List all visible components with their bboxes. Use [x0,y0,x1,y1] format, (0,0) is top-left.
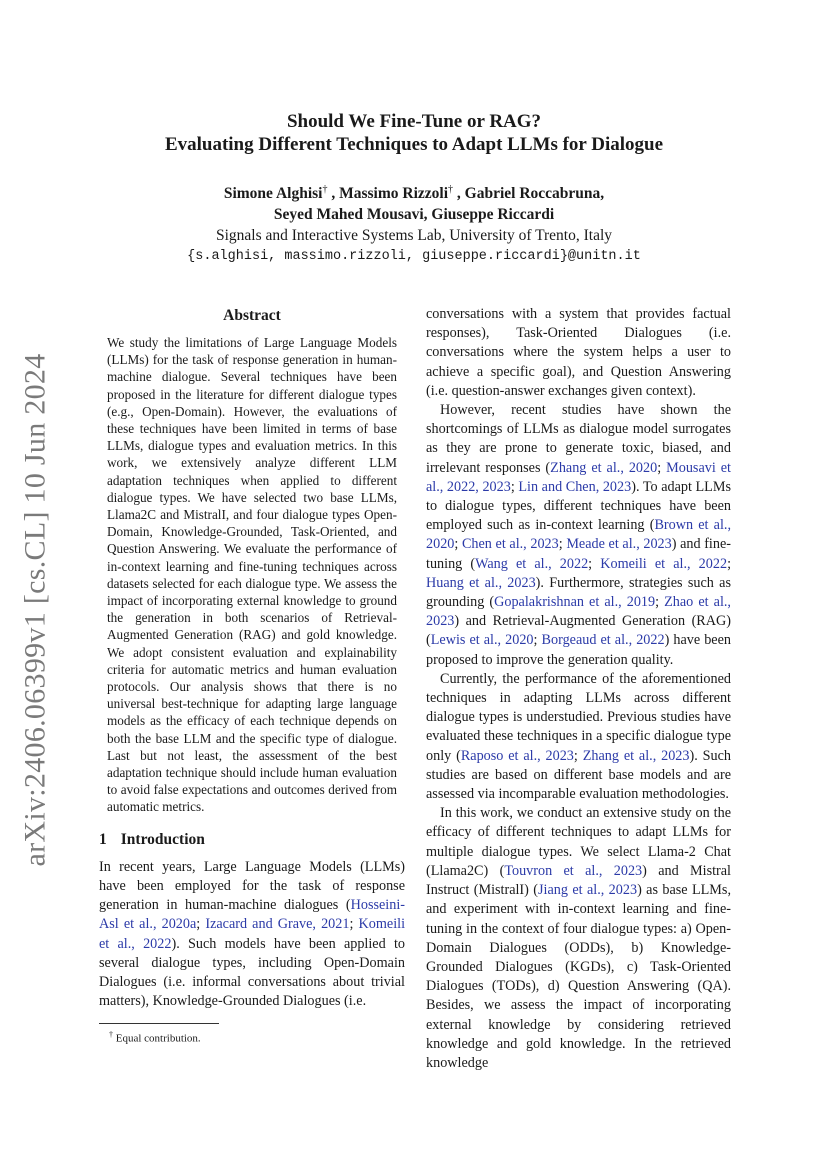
section-title: Introduction [120,830,205,848]
introduction-paragraph-1 [99,858,405,1012]
text-run: ) and Mistral Instruct (MistralI) ( [426,862,731,899]
section-heading-introduction [99,829,405,850]
citation-link[interactable]: Komeili et al., 2022 [600,555,728,572]
author-separator: , [453,185,465,203]
punct: ; [655,594,665,611]
intro-paragraph-2 [426,401,731,670]
text-run: ). Furthermore, strategies such as grounding ( [426,574,731,611]
arxiv-identifier: arXiv:2406.06399v1 [cs.CL] 10 Jun 2024 [19,353,52,867]
punct: ; [196,916,206,933]
text-run: In recent years, Large Language Models (LLMs) have been employed for the task of response generation in human-machine dialogues ( [99,858,405,914]
dagger-mark: † [448,184,454,195]
punct: ; [533,632,542,649]
author-line-2: Seyed Mahed Mousavi, Giuseppe Riccardi [273,206,555,224]
punct: ; [573,747,583,764]
abstract-text: We study the limitations of Large Language Models (LLMs) for the task of response generation in human-machine dialogue. Several techniques have been proposed in the literature for different dialogue types (e.g., Open-Domain). However, the evaluations of these techniques have been limited in terms of base LLMs, dialogue types and evaluation metrics. In this work, we extensively analyze different LLM adaptation techniques when applied to different dialogue types. We have selected two base LLMs, Llama2C and MistralI, and four dialogue types Open-Domain, Knowledge-Grounded, Task-Oriented, and Question Answering. We evaluate the performance of in-context learning and fine-tuning techniques across datasets selected for each dialogue type. We assess the impact of incorporating external knowledge to ground the generation in both scenarios of Retrieval-Augmented Generation (RAG) and gold knowledge. We adopt consistent evaluation and explainability criteria for automatic metrics and human evaluation protocols. Our analysis shows that there is no universal best-technique for adapting large language models as the efficacy of each technique depends on both the base LLM and the specific type of dialogue. Last but not least, the assessment of the best adaptation technique should include human evaluation to avoid false expectations and outcomes derived from automatic metrics. [107,335,397,815]
citation-link[interactable]: Chen et al., 2023 [461,536,559,553]
footnote [99,1028,405,1046]
text-run: ) and Retrieval-Augmented Generation (RAG) ( [426,613,731,649]
footnote-divider [99,1023,219,1024]
author-name: Massimo Rizzoli [339,185,449,203]
citation-link[interactable]: Huang et al., 2023 [426,574,536,591]
title-line-1: Should We Fine-Tune or RAG? [286,111,542,132]
text-run: ) as base LLMs, and experiment with in-context learning and fine-tuning in the context of four dialogue types: a) Open-Domain Dialogues (ODDs), b) Knowledge-Grounded Dialogues (KGDs), c) Task-Oriented Dialogues (TODs), d) Question Answering (QA). Besides, we assess the impact of incorporating external knowledge by considering retrieved knowledge and gold knowledge. In the retrieved knowledge [426,882,731,1071]
citation-link[interactable]: Gopalakrishnan et al., 2019 [494,594,656,611]
intro-paragraph-4 [426,804,731,1073]
punct: ; [657,459,667,476]
text-run: In this work, we conduct an extensive study on the efficacy of different techniques to adapt LLMs for multiple dialogue types. We select Llama-2 Chat (Llama2C) ( [426,805,731,879]
author-name: Gabriel Roccabruna, [464,185,605,203]
text-run: ). Such studies are based on different base models and are assessed via incomparable evaluation methodologies. [426,747,731,803]
affiliation: Signals and Interactive Systems Lab, University of Trento, Italy [215,227,613,245]
intro-paragraph-3 [426,670,731,804]
author-emails: {s.alghisi, massimo.rizzoli, giuseppe.riccardi}@unitn.it [187,249,641,265]
section-number: 1 [99,830,107,848]
text-run: ) and fine-tuning ( [426,536,731,572]
citation-link[interactable]: Komeili et al., 2022 [99,916,406,952]
citation-link[interactable]: Jiang et al., 2023 [538,882,638,899]
text-run: ). To adapt LLMs to dialogue types, different techniques have been employed such as in-context learning ( [426,478,731,534]
paper-title [0,110,828,156]
punct: ; [558,536,567,553]
citation-link[interactable]: Meade et al., 2023 [566,536,672,553]
citation-link[interactable]: Lewis et al., 2020 [430,632,534,649]
text-run: ) have been proposed to improve the generation quality. [426,632,731,668]
citation-link[interactable]: Mousavi et al., 2022, 2023 [426,459,731,495]
citation-link[interactable]: Lin and Chen, 2023 [518,478,632,495]
text-run: ). Such models have been applied to several dialogue types, including Open-Domain Dialogues (i.e. informal conversations about trivial matters), Knowledge-Grounded Dialogues (i.e. [99,935,405,1010]
citation-link[interactable]: Borgeaud et al., 2022 [541,632,665,649]
footnote-mark: † [109,1030,113,1040]
citation-link[interactable]: Izacard and Grave, 2021 [205,916,350,933]
text-run: However, recent studies have shown the shortcomings of LLMs as dialogue model surrogates as they are prone to generate toxic, biased, and irrelevant responses ( [426,402,731,476]
citation-link[interactable]: Zhao et al., 2023 [426,594,731,630]
text-run: Currently, the performance of the aforementioned techniques in adapting LLMs across different dialogue types is understudied. Previous studies have evaluated these techniques in a specific dialogue type only ( [426,670,731,764]
abstract-heading: Abstract [223,307,281,324]
punct: ; [727,555,732,572]
punct: ; [349,916,359,933]
citation-link[interactable]: Brown et al., 2020 [426,517,732,553]
right-column [426,305,731,1073]
punct: ; [588,555,601,572]
intro-continued-paragraph: conversations with a system that provides factual responses), Task-Oriented Dialogues (i.e. conversations where the system helps a user to achieve a specific goal), and Question Answering (i.e. question-answer exchanges given context). [426,306,731,399]
punct: ; [454,536,462,553]
citation-link[interactable]: Raposo et al., 2023 [460,747,574,764]
citation-link[interactable]: Wang et al., 2022 [475,555,589,572]
citation-link[interactable]: Touvron et al., 2023 [504,862,643,879]
title-line-2: Evaluating Different Techniques to Adapt LLMs for Dialogue [164,134,664,155]
author-separator: , [327,185,340,203]
footnote-text: Equal contribution. [115,1032,201,1045]
author-name: Simone Alghisi [223,185,323,203]
left-column [99,305,405,1046]
author-line-1 [0,179,828,204]
citation-link[interactable]: Zhang et al., 2020 [550,459,658,476]
citation-link[interactable]: Hosseini-Asl et al., 2020a [99,897,405,933]
punct: ; [510,478,519,495]
citation-link[interactable]: Zhang et al., 2023 [582,747,690,764]
author-block [0,179,828,267]
arxiv-identifier-stamp [18,353,54,867]
dagger-mark: † [322,184,328,195]
